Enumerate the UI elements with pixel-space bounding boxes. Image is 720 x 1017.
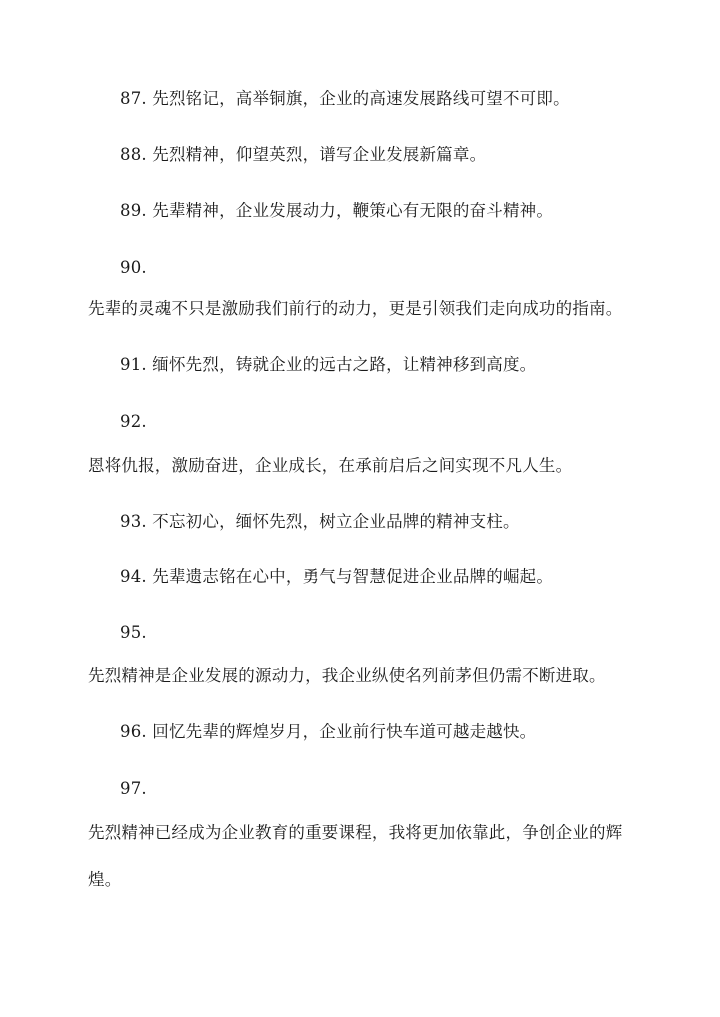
paragraph-96: 96. 回忆先辈的辉煌岁月，企业前行快车道可越走越快。 bbox=[120, 722, 537, 741]
paragraph-90-number: 90. bbox=[120, 258, 147, 277]
paragraph-87: 87. 先烈铭记，高举铜旗，企业的高速发展路线可望不可即。 bbox=[120, 89, 570, 108]
paragraph-88: 88. 先烈精神，仰望英烈，谱写企业发展新篇章。 bbox=[120, 145, 487, 164]
paragraph-92-number: 92. bbox=[120, 412, 147, 431]
paragraph-95-text: 先烈精神是企业发展的源动力，我企业纵使名列前茅但仍需不断进取。 bbox=[88, 666, 606, 685]
paragraph-93: 93. 不忘初心，缅怀先烈，树立企业品牌的精神支柱。 bbox=[120, 512, 520, 531]
paragraph-97-text-line2: 煌。 bbox=[88, 870, 122, 889]
paragraph-91: 91. 缅怀先烈，铸就企业的远古之路，让精神移到高度。 bbox=[120, 355, 537, 374]
paragraph-97-number: 97. bbox=[120, 779, 147, 798]
paragraph-95-number: 95. bbox=[120, 623, 147, 642]
paragraph-97-text-line1: 先烈精神已经成为企业教育的重要课程，我将更加依靠此，争创企业的辉 bbox=[88, 823, 623, 842]
paragraph-92-text: 恩将仇报，激励奋进，企业成长，在承前启后之间实现不凡人生。 bbox=[88, 456, 573, 475]
paragraph-89: 89. 先辈精神，企业发展动力，鞭策心有无限的奋斗精神。 bbox=[120, 201, 554, 220]
paragraph-94: 94. 先辈遗志铭在心中，勇气与智慧促进企业品牌的崛起。 bbox=[120, 567, 554, 586]
paragraph-90-text: 先辈的灵魂不只是激励我们前行的动力，更是引领我们走向成功的指南。 bbox=[88, 299, 623, 318]
